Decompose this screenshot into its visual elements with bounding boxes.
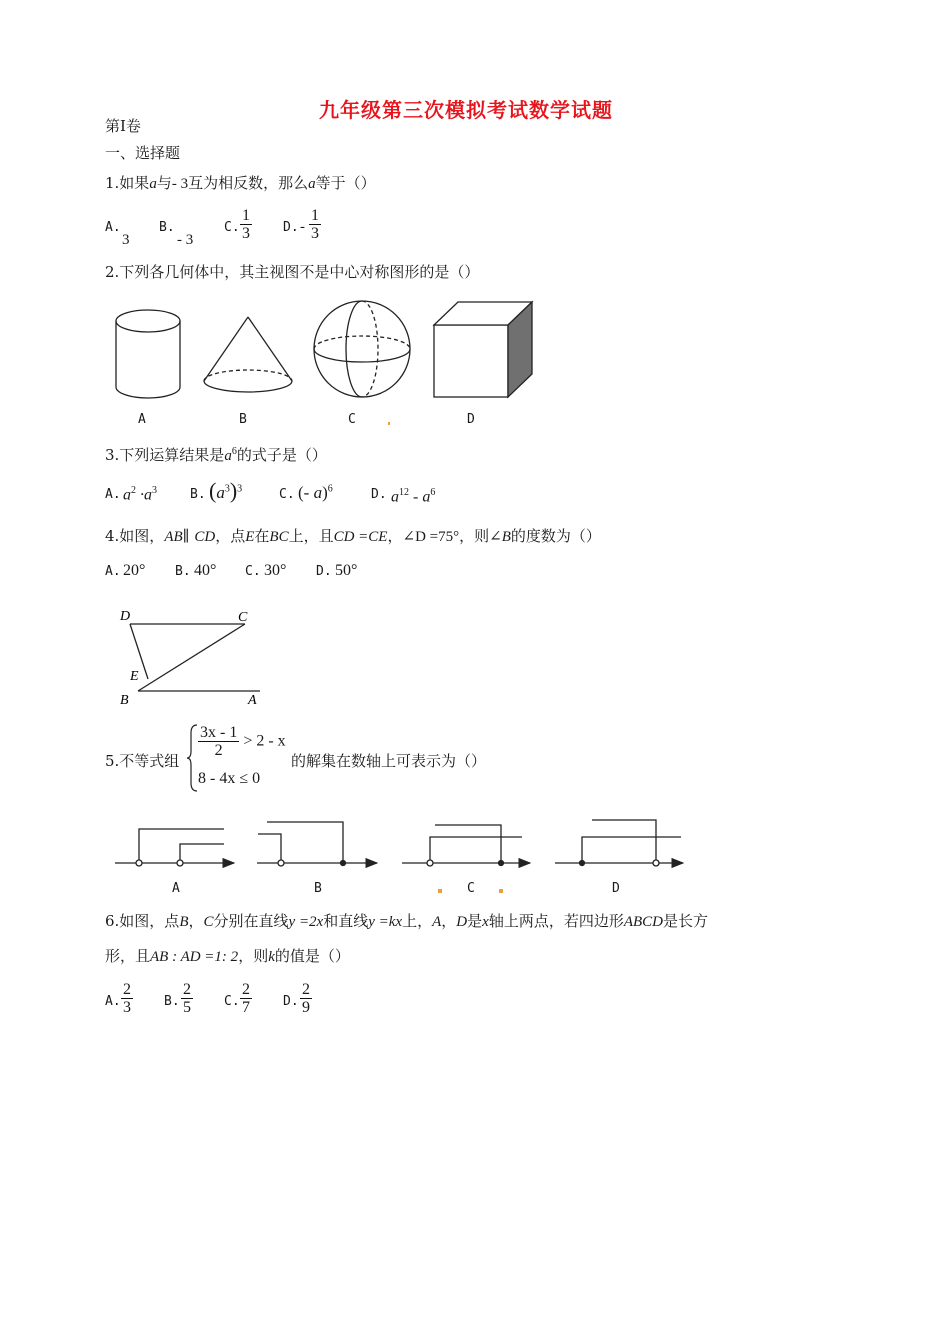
q6-option-c-label: C. <box>224 994 240 1009</box>
question-5-prefix: 5.不等式组 <box>105 752 180 770</box>
inequality-2: 8 - 4x ≤ 0 <box>198 770 261 787</box>
question-1: 1.如果a与- 3互为相反数，那么a等于（） <box>105 174 376 192</box>
scan-mark <box>499 889 503 893</box>
q4-option-c-label: C. <box>245 564 261 579</box>
q5-label-b: B <box>314 881 322 896</box>
q1-option-c-label: C. <box>224 220 240 235</box>
q3-option-c-label: C. <box>279 487 295 502</box>
q2-label-c: C <box>348 412 356 427</box>
q2-label-b: B <box>239 412 247 427</box>
q6-option-a-label: A. <box>105 994 121 1009</box>
q6-option-d-label: D. <box>283 994 299 1009</box>
question-2: 2.下列各几何体中，其主视图不是中心对称图形的是（） <box>105 263 480 281</box>
q5-label-c: C <box>467 881 475 896</box>
q4-geometry-figure <box>110 604 270 709</box>
q2-label-a: A <box>138 412 146 427</box>
q2-label-d: D <box>467 412 475 427</box>
q1-option-a-value: 3 <box>122 232 130 248</box>
question-4: 4.如图，AB∥ CD，点E在BC上，且CD =CE，∠D =75°，则∠B的度数为（） <box>105 527 601 545</box>
q6-option-b-fraction: $\frac{2}{5}$ <box>183 981 191 1016</box>
q4-option-a-value: 20° <box>123 562 146 579</box>
section-heading: 第Ⅰ卷 <box>105 117 141 135</box>
q3-option-d-expr: $a^{12} - a^6$ <box>391 487 436 506</box>
q5-label-a: A <box>172 881 180 896</box>
q4-option-c-value: 30° <box>264 562 287 579</box>
question-3: 3.下列运算结果是$a^6$的式子是（） <box>105 446 327 464</box>
q3-option-a-expr: $a^2 \cdot a^3$ <box>123 485 157 504</box>
q6-option-a-fraction: $\frac{2}{3}$ <box>123 981 131 1016</box>
point-b-label: B <box>120 693 129 708</box>
q1-option-d-label: D. <box>283 220 299 235</box>
sphere-shape <box>314 301 410 397</box>
point-d-label: D <box>120 609 131 624</box>
question-6-line-1: 6.如图，点B，C分别在直线y =2x和直线y =kx上，A，D是x轴上两点，若四边形ABCD是长方 <box>105 912 709 930</box>
q1-option-b-label: B. <box>159 220 175 235</box>
point-c-label: C <box>238 610 248 625</box>
q6-option-c-fraction: $\frac{2}{7}$ <box>242 981 250 1016</box>
q3-option-d-label: D. <box>371 487 387 502</box>
q4-option-d-label: D. <box>316 564 332 579</box>
q1-option-d-fraction: $\frac{1}{3}$ <box>311 207 319 242</box>
q5-label-d: D <box>612 881 620 896</box>
q6-option-d-fraction: $\frac{2}{9}$ <box>302 981 310 1016</box>
q3-option-b-expr: $(a^3)^3$ <box>209 478 243 503</box>
cylinder-shape <box>116 310 180 398</box>
q3-option-c-expr: (- a)$^6$ <box>298 483 333 502</box>
q1-option-a-label: A. <box>105 220 121 235</box>
q1-option-d-sign: - <box>300 219 305 235</box>
q3-option-b-label: B. <box>190 487 206 502</box>
q2-solids-figure <box>100 295 550 410</box>
q4-option-b-value: 40° <box>194 562 217 579</box>
cone-shape <box>204 317 292 392</box>
q3-option-a-label: A. <box>105 487 121 502</box>
scan-mark <box>438 889 442 893</box>
question-5-suffix: 的解集在数轴上可表示为（） <box>291 752 487 770</box>
scan-mark <box>388 422 390 425</box>
q5-number-lines-figure <box>110 812 695 872</box>
q4-option-b-label: B. <box>175 564 191 579</box>
q4-option-d-value: 50° <box>335 562 358 579</box>
q1-option-b-value: - 3 <box>177 232 194 248</box>
point-a-label: A <box>248 693 257 708</box>
q1-option-c-fraction: $\frac{1}{3}$ <box>242 207 250 242</box>
q6-option-b-label: B. <box>164 994 180 1009</box>
inequality-1: $\frac{3x - 1}{2}$ > 2 - x <box>200 724 286 759</box>
q4-option-a-label: A. <box>105 564 121 579</box>
point-e-label: E <box>130 669 139 684</box>
cube-shape <box>434 302 532 397</box>
question-6-line-2: 形，且AB : AD =1: 2，则k的值是（） <box>105 947 350 965</box>
part-heading: 一、选择题 <box>105 144 181 162</box>
page-title: 九年级第三次模拟考试数学试题 <box>319 98 613 122</box>
